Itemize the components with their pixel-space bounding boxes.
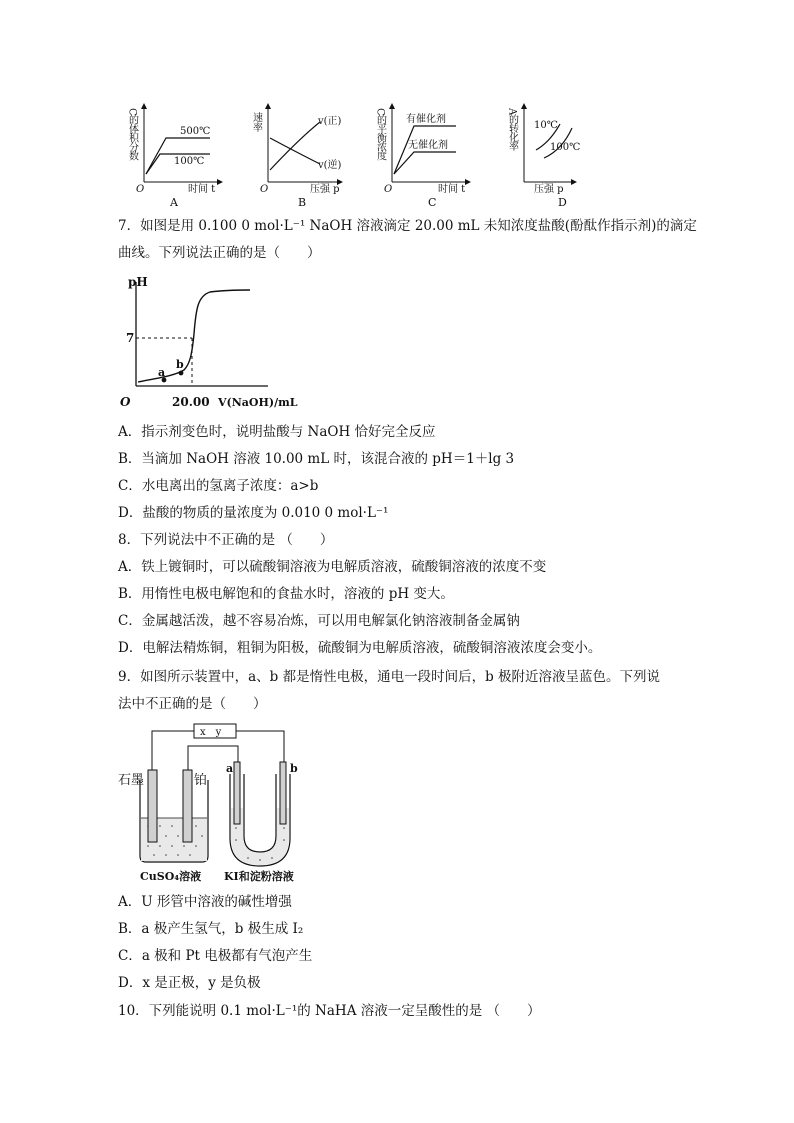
electrode-b xyxy=(280,762,286,824)
electrode-b-label: b xyxy=(290,762,298,775)
q9-option-c: C．a 极和 Pt 电极都有气泡产生 xyxy=(118,948,313,964)
q8-option-d: D．电解法精炼铜，粗铜为阳极，硫酸铜为电解质溶液，硫酸铜溶液浓度会变小。 xyxy=(118,640,602,656)
q7-option-a: A．指示剂变色时，说明盐酸与 NaOH 恰好完全反应 xyxy=(118,424,436,440)
left-solution-label: CuSO₄溶液 xyxy=(140,870,202,883)
graph-b-caption: B xyxy=(298,196,307,209)
graph-b-y-label: 速率 xyxy=(250,112,262,132)
platinum-label: 铂 xyxy=(194,773,208,788)
q9-option-b: B．a 极产生氢气，b 极生成 I₂ xyxy=(118,921,304,937)
titration-point-b xyxy=(179,371,184,376)
graph-b-curve-forward xyxy=(270,122,320,170)
graph-c-curve-no-catalyst xyxy=(394,152,456,174)
graph-c-origin: O xyxy=(384,184,393,195)
graph-b-curve-reverse xyxy=(270,138,320,164)
electrolysis-apparatus xyxy=(118,720,328,886)
graph-c-curve-label-2: 无催化剂 xyxy=(408,140,448,151)
q9-stem-line-2: 法中不正确的是（ ） xyxy=(118,696,267,712)
q7-option-d: D．盐酸的物质的量浓度为 0.010 0 mol·L⁻¹ xyxy=(118,505,389,521)
graph-d-x-label: 压强 p xyxy=(534,184,564,195)
titration-point-b-label: b xyxy=(176,358,184,371)
reaction-graphs xyxy=(110,98,580,210)
q8-option-b: B．用惰性电极电解饱和的食盐水时，溶液的 pH 变大。 xyxy=(118,586,454,602)
graphite-label: 石墨 xyxy=(118,773,145,788)
q7-stem-line-2: 曲线。下列说法正确的是（ ） xyxy=(118,245,321,261)
q9-stem-line-1: 9．如图所示装置中，a、b 都是惰性电极，通电一段时间后，b 极附近溶液呈蓝色。下列说 xyxy=(118,669,661,685)
titration-chart xyxy=(118,272,298,412)
graph-a-curve-label-1: 500℃ xyxy=(180,126,211,137)
u-tube-inner xyxy=(244,774,276,852)
graph-c-curve-label-1: 有催化剂 xyxy=(406,114,446,125)
power-source-label: x y xyxy=(200,727,222,738)
graph-c-y-label: C的平衡浓度 xyxy=(374,108,386,160)
graph-d-caption: D xyxy=(558,196,567,209)
platinum-electrode xyxy=(183,770,192,842)
titration-point-a-label: a xyxy=(158,366,166,379)
graph-a-y-label: C的体积分数 xyxy=(126,108,138,160)
q7-option-c: C．水电离出的氢离子浓度：a>b xyxy=(118,478,319,494)
graph-b xyxy=(251,104,343,209)
graph-b-curve-label-1: v(正) xyxy=(318,116,342,127)
graph-a-caption: A xyxy=(170,196,178,209)
graph-d xyxy=(507,104,581,209)
q7-option-b: B．当滴加 NaOH 溶液 10.00 mL 时，该混合液的 pH＝1＋lg 3 xyxy=(118,451,515,467)
titration-curve xyxy=(138,290,250,382)
electrode-a xyxy=(234,762,240,824)
graph-a-x-label: 时间 t xyxy=(188,184,216,195)
graph-b-x-label: 压强 p xyxy=(310,184,340,195)
titration-y-label: pH xyxy=(128,275,148,289)
q8-stem: 8．下列说法中不正确的是 （ ） xyxy=(118,532,334,548)
graph-c-caption: C xyxy=(428,196,437,209)
q8-option-c: C．金属越活泼，越不容易冶炼，可以用电解氯化钠溶液制备金属钠 xyxy=(118,613,520,629)
graph-b-curve-label-2: v(逆) xyxy=(318,160,342,171)
titration-x-tick-20: 20.00 xyxy=(172,395,210,409)
q9-option-d: D．x 是正极，y 是负极 xyxy=(118,975,261,991)
q10-stem: 10．下列能说明 0.1 mol·L⁻¹的 NaHA 溶液一定呈酸性的是 （ ） xyxy=(118,1003,541,1019)
q8-option-a: A．铁上镀铜时，可以硫酸铜溶液为电解质溶液，硫酸铜溶液的浓度不变 xyxy=(118,559,547,575)
graph-d-curve-label-2: 100℃ xyxy=(550,142,581,153)
graph-d-curve-label-1: 10℃ xyxy=(534,120,558,131)
right-solution-label: KI和淀粉溶液 xyxy=(224,870,294,883)
graph-a-curve-label-2: 100℃ xyxy=(174,156,205,167)
titration-x-label: V(NaOH)/mL xyxy=(218,396,298,409)
q9-option-a: A．U 形管中溶液的碱性增强 xyxy=(118,894,292,910)
titration-origin: O xyxy=(120,395,131,409)
graph-a xyxy=(127,104,223,209)
graph-d-y-label: A的转化率 xyxy=(506,108,518,151)
wire-right xyxy=(236,731,284,762)
graph-a-origin: O xyxy=(136,184,145,195)
titration-y-tick-7: 7 xyxy=(126,331,135,345)
electrode-a-label: a xyxy=(226,762,234,775)
graph-c xyxy=(375,104,471,209)
graph-c-x-label: 时间 t xyxy=(438,184,466,195)
graph-b-origin: O xyxy=(260,184,269,195)
graphite-electrode xyxy=(148,770,157,842)
q7-stem-line-1: 7．如图是用 0.100 0 mol·L⁻¹ NaOH 溶液滴定 20.00 mL 未知浓度盐酸(酚酞作指示剂)的滴定 xyxy=(118,218,697,234)
